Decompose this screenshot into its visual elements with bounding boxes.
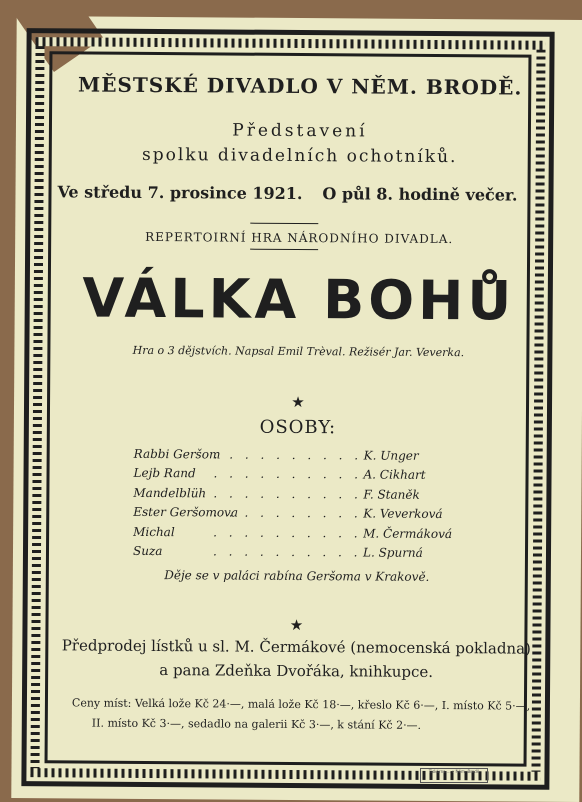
- cast-dots: . . . . . . . . . .: [213, 486, 362, 502]
- cast-row: [133, 524, 453, 546]
- cast-dots: . . . . . . . . . .: [212, 544, 362, 560]
- cast-actor: L. Spurná: [362, 545, 423, 560]
- cast-row: [133, 486, 453, 508]
- repertoire-label: REPERTOIRNÍ HRA NÁRODNÍHO DIVADLA.: [145, 229, 454, 247]
- star-icon: ★: [291, 392, 305, 412]
- theatre-name: MĚSTSKÉ DIVADLO V NĚM. BRODĚ.: [78, 72, 523, 100]
- cast-actor: M. Čermáková: [363, 526, 453, 541]
- play-credits: Hra o 3 dějstvích. Napsal Emil Trèval. Režisér Jar. Veverka.: [132, 343, 465, 360]
- cast-role: Ester Geršomova: [133, 505, 239, 520]
- cast-actor: K. Unger: [363, 448, 419, 463]
- society-label: spolku divadelních ochotníků.: [141, 144, 458, 168]
- star-icon: ★: [289, 615, 304, 635]
- cast-row: [133, 466, 453, 488]
- poster-paper: [11, 16, 582, 802]
- cast-row: [134, 447, 454, 469]
- cast-role: Mandelblüh: [133, 485, 207, 501]
- cast-heading: OSOBY:: [259, 416, 337, 439]
- setting-note: Děje se v paláci rabína Geršoma v Krakově.: [164, 568, 430, 584]
- cast-role: Lejb Rand: [133, 466, 196, 481]
- presale-line-1: Předprodej lístků u sl. M. Čermákové (nemocenská pokladna): [61, 636, 531, 658]
- cast-dots: . . . . . . . . . .: [213, 447, 363, 463]
- cast-dots: . . . . . . . . . .: [213, 505, 362, 521]
- prices-line-2: II. místo Kč 3·—, sedadlo na galerii Kč 3·—, k stání Kč 2·—.: [91, 716, 422, 732]
- prices-line-1: Ceny míst: Velká lože Kč 24·—, malá lože Kč 18·—, křeslo Kč 6·—, I. místo Kč 5·—,: [71, 696, 531, 713]
- cast-list: [133, 447, 454, 566]
- poster-content: [17, 16, 582, 732]
- cast-actor: K. Veverková: [363, 506, 443, 522]
- cast-row: [133, 505, 453, 527]
- cast-role: Michal: [133, 524, 175, 539]
- cast-dots: . . . . . . . . . .: [213, 524, 362, 541]
- cast-actor: F. Staněk: [363, 487, 420, 502]
- cast-dots: . . . . . . . . . .: [213, 466, 363, 482]
- performance-label: Představení: [232, 120, 368, 142]
- performance-time: O půl 8. hodině večer.: [322, 184, 518, 205]
- performance-date: Ve středu 7. prosince 1921.: [57, 182, 303, 204]
- cast-actor: A. Cikhart: [363, 467, 426, 483]
- presale-line-2: a pana Zdeňka Dvořáka, knihkupce.: [159, 661, 434, 681]
- play-title: VÁLKA BOHŮ: [82, 266, 516, 333]
- cast-role: Suza: [132, 543, 163, 559]
- printer-stamp: Tiskárna ... v Něm. Brodě: [420, 768, 488, 783]
- cast-role: Rabbi Geršom: [133, 446, 221, 462]
- cast-row: [133, 544, 453, 566]
